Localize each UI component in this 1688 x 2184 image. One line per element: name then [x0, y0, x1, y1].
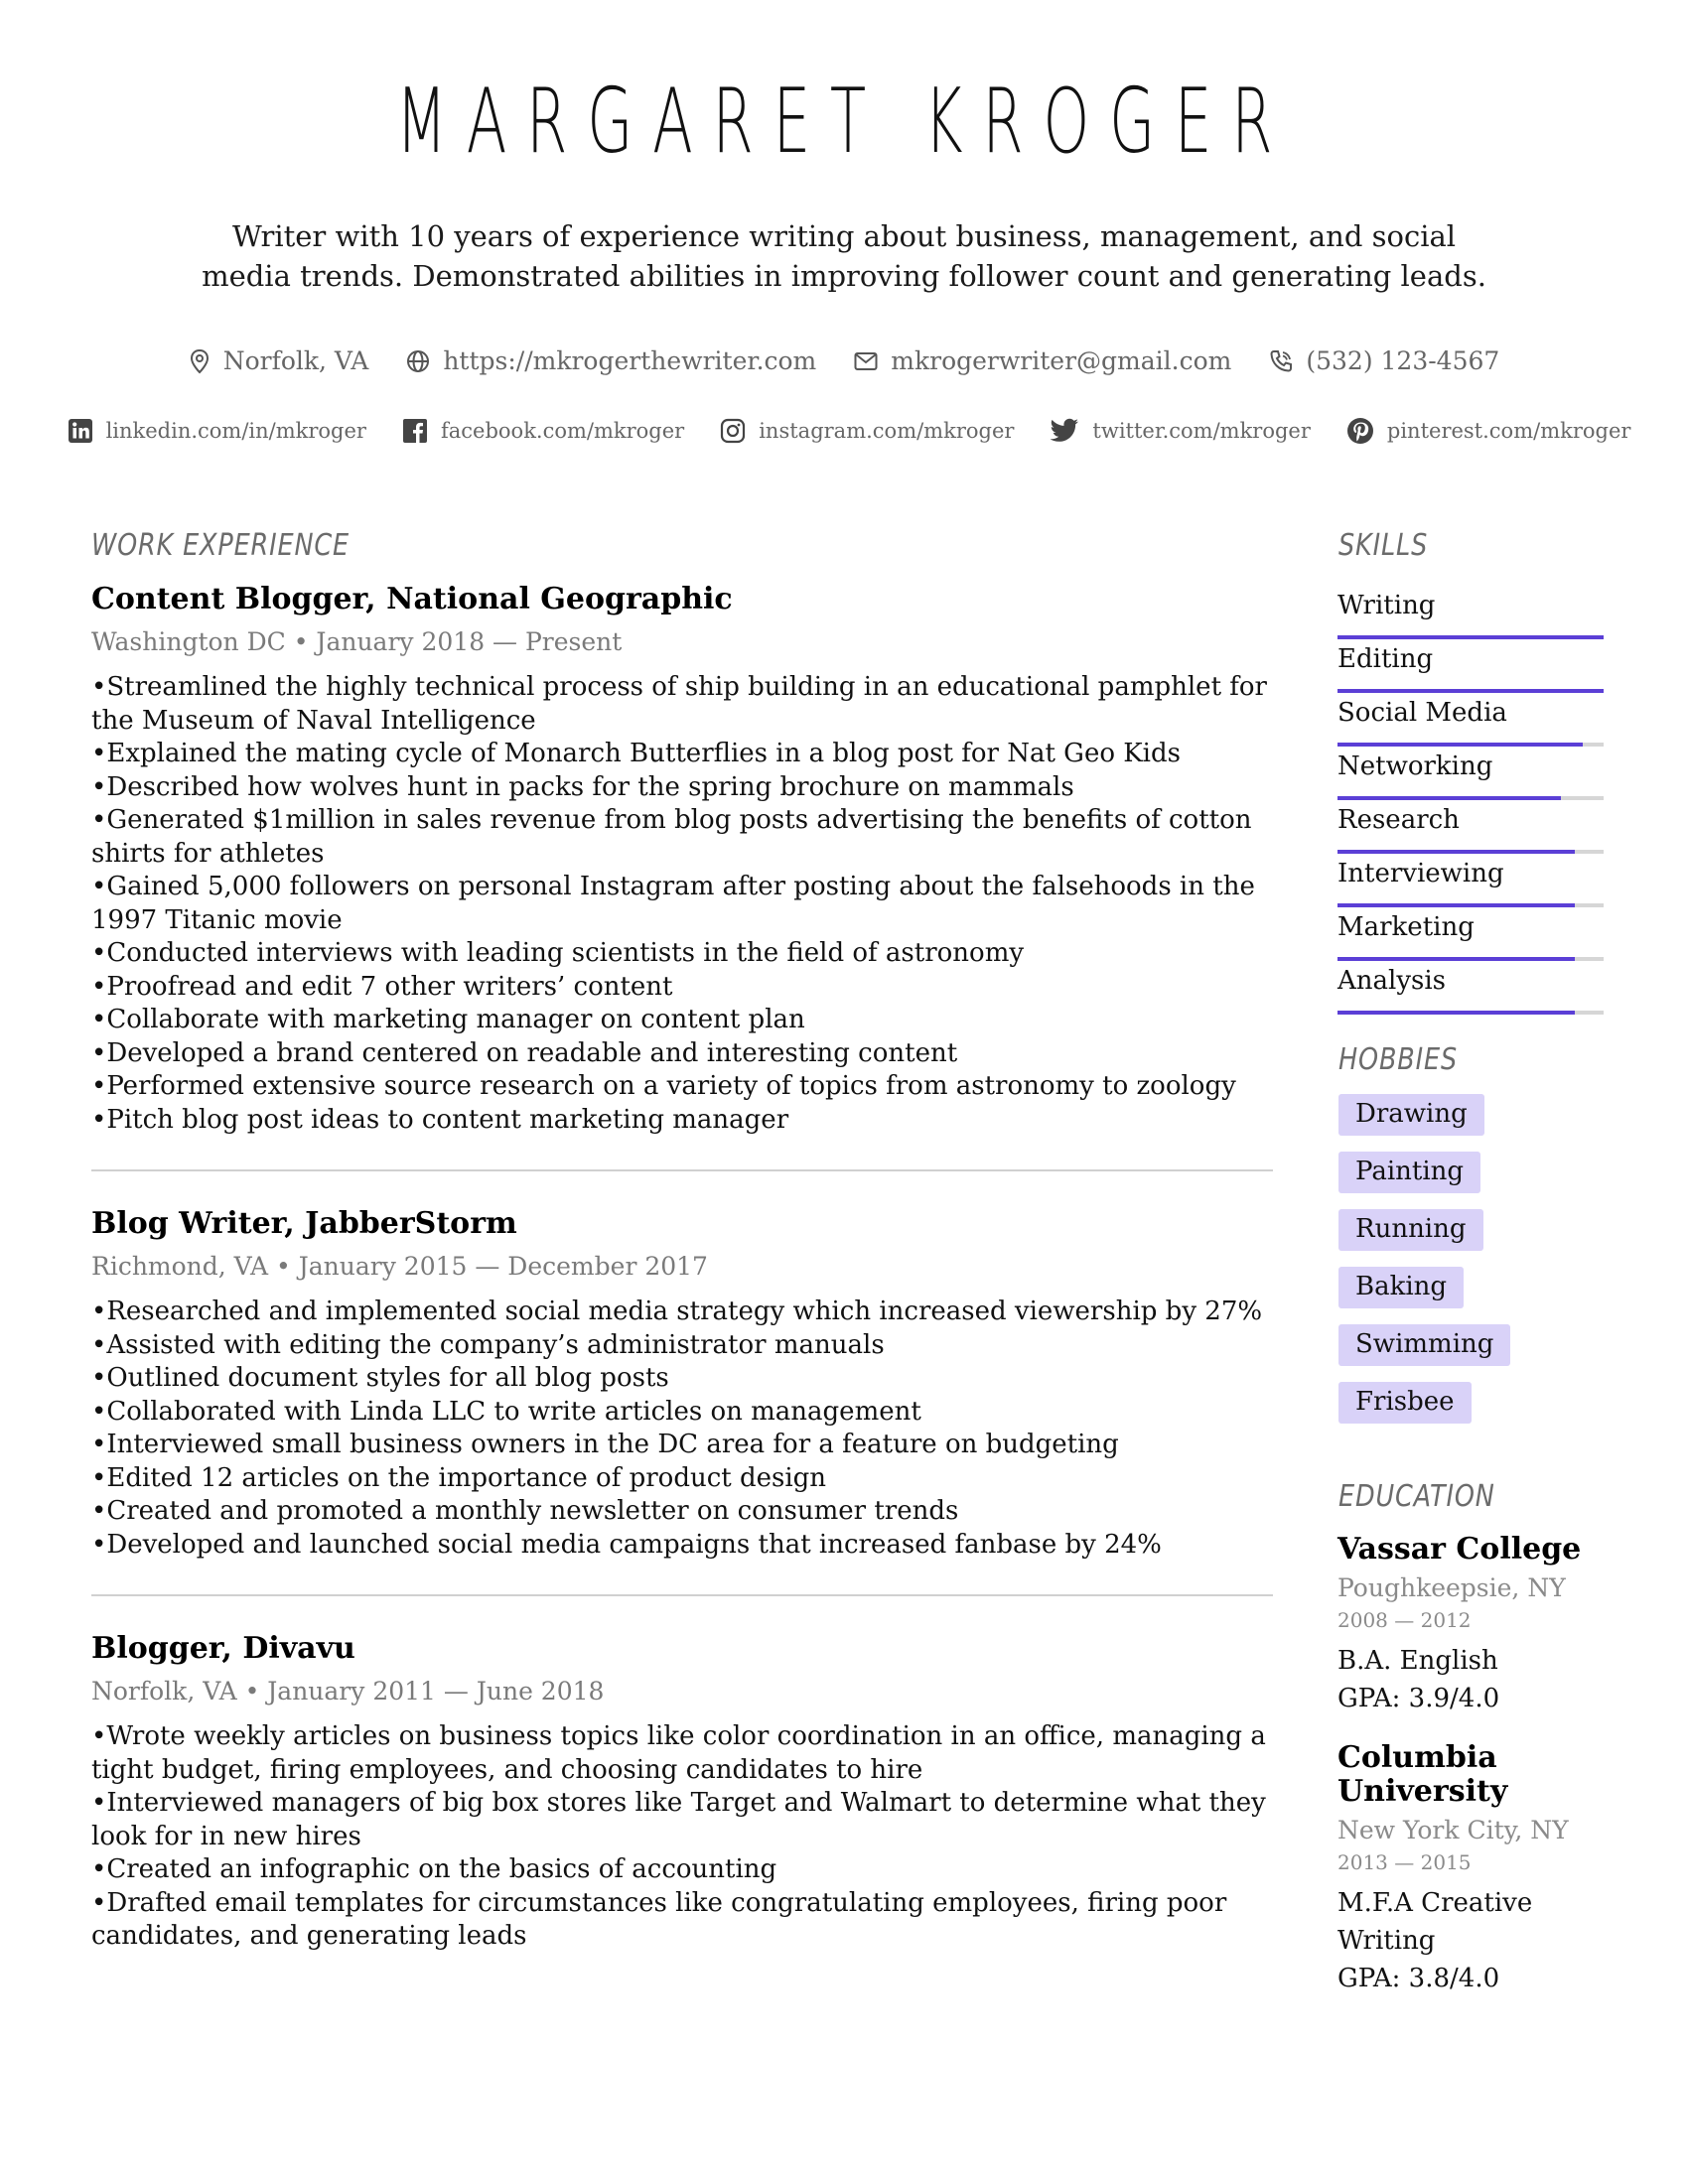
email-link[interactable]: mkrogerwriter@gmail.com [891, 346, 1232, 375]
envelope-icon [854, 351, 878, 371]
job-bullet: • Interviewed managers of big box stores like Target and Walmart to determine what they look for in new hires [91, 1787, 1273, 1853]
hobbies-heading: HOBBIES [1338, 1042, 1459, 1077]
job-bullet: • Performed extensive source research on a variety of topics from astronomy to zoology [91, 1070, 1273, 1104]
job-bullet: • Interviewed small business owners in the DC area for a feature on budgeting [91, 1429, 1273, 1462]
facebook-link[interactable]: facebook.com/mkroger [440, 419, 685, 443]
summary: Writer with 10 years of experience writing about business, management, and social media trends. Demonstrated abilities in improving follower count and generating leads. [202, 219, 1486, 293]
job-bullet: • Developed and launched social media campaigns that increased fanbase by 24% [91, 1529, 1273, 1563]
pinterest-icon [1346, 417, 1374, 445]
school-name: Columbia University [1337, 1740, 1508, 1809]
job-bullet: • Generated $1million in sales revenue from blog posts advertising the benefits of cotton shirts for athletes [91, 804, 1273, 871]
skill-item [1337, 911, 1606, 965]
job-title: Blog Writer, JabberStorm [91, 1206, 517, 1241]
pinterest-link[interactable]: pinterest.com/mkroger [1386, 419, 1631, 443]
skill-bar [1337, 689, 1604, 693]
job-bullets [91, 1296, 1273, 1562]
job-entry [91, 581, 1273, 1137]
job-bullet: • Assisted with editing the company’s administrator manuals [91, 1329, 1273, 1363]
job-bullet: • Created and promoted a monthly newsletter on consumer trends [91, 1495, 1273, 1529]
skill-bar [1337, 957, 1604, 961]
job-bullet: • Drafted email templates for circumstances like congratulating employees, firing poor candidates, and generating leads [91, 1887, 1273, 1954]
skill-label: Writing [1337, 591, 1436, 620]
school-dates: 2008 — 2012 [1337, 1608, 1472, 1632]
skill-bar-fill [1337, 850, 1575, 854]
social-twitter[interactable] [1050, 418, 1310, 444]
job-bullet: • Wrote weekly articles on business topics like color coordination in an office, managing a tight budget, firing employees, and choosing candidates to hire [91, 1720, 1273, 1787]
job-bullet: • Collaborated with Linda LLC to write articles on management [91, 1396, 1273, 1430]
skill-bar-fill [1337, 689, 1604, 693]
job-bullets [91, 1720, 1273, 1954]
school-name: Vassar College [1337, 1532, 1582, 1567]
instagram-link[interactable]: instagram.com/mkroger [759, 419, 1015, 443]
skill-bar-fill [1337, 1011, 1575, 1015]
skill-label: Editing [1337, 644, 1434, 674]
job-meta: Richmond, VA • January 2015 — December 2017 [91, 1252, 708, 1281]
skill-bar [1337, 796, 1604, 800]
job-bullet: • Gained 5,000 followers on personal Instagram after posting about the falsehoods in the 1997 Titanic movie [91, 871, 1273, 937]
degree: B.A. English [1337, 1646, 1498, 1676]
skill-label: Marketing [1337, 912, 1475, 942]
skill-label: Analysis [1337, 966, 1447, 996]
work-experience-heading: WORK EXPERIENCE [91, 528, 350, 563]
skill-item [1337, 965, 1606, 1019]
social-row [5, 417, 1688, 445]
skill-bar-fill [1337, 635, 1604, 639]
hobbies-section [1331, 1094, 1618, 1439]
contact-row [0, 346, 1688, 375]
job-bullet: • Researched and implemented social media strategy which increased viewership by 27% [91, 1296, 1273, 1329]
skill-bar [1337, 903, 1604, 907]
skill-item [1337, 804, 1606, 858]
location-pin-icon [189, 348, 211, 374]
contact-website[interactable] [406, 346, 816, 375]
education-heading: EDUCATION [1338, 1479, 1495, 1514]
hobby-tag: Frisbee [1338, 1382, 1472, 1424]
job-entry [91, 1205, 1273, 1562]
job-meta: Norfolk, VA • January 2011 — June 2018 [91, 1677, 605, 1706]
job-bullet: • Outlined document styles for all blog posts [91, 1362, 1273, 1396]
skills-heading: SKILLS [1338, 528, 1429, 563]
skill-label: Interviewing [1337, 859, 1504, 888]
divider [91, 1594, 1273, 1596]
skill-label: Research [1337, 805, 1460, 835]
skill-item [1337, 643, 1606, 697]
skill-item [1337, 697, 1606, 751]
contact-location [189, 346, 369, 375]
phone-text[interactable]: (532) 123-4567 [1306, 346, 1500, 375]
skill-item [1337, 858, 1606, 911]
job-bullet: • Developed a brand centered on readable and interesting content [91, 1037, 1273, 1071]
skill-item [1337, 751, 1606, 804]
instagram-icon [720, 418, 746, 444]
school-location: Poughkeepsie, NY [1337, 1573, 1566, 1602]
social-linkedin[interactable] [68, 418, 366, 444]
skill-label: Networking [1337, 751, 1493, 781]
job-bullet: • Proofread and edit 7 other writers’ content [91, 971, 1273, 1005]
divider [91, 1169, 1273, 1171]
facebook-icon [402, 418, 428, 444]
gpa: GPA: 3.8/4.0 [1337, 1964, 1500, 1993]
contact-phone[interactable] [1269, 346, 1499, 375]
skill-bar-fill [1337, 957, 1575, 961]
gpa: GPA: 3.9/4.0 [1337, 1684, 1500, 1713]
job-title: Blogger, Divavu [91, 1631, 355, 1666]
twitter-icon [1050, 418, 1079, 444]
job-bullet: • Collaborate with marketing manager on content plan [91, 1004, 1273, 1037]
education-entry [1337, 1533, 1625, 1717]
skill-bar [1337, 635, 1604, 639]
phone-icon [1269, 349, 1293, 373]
globe-icon [406, 349, 430, 373]
job-bullet: • Described how wolves hunt in packs for the spring brochure on mammals [91, 771, 1273, 805]
linkedin-link[interactable]: linkedin.com/in/mkroger [105, 419, 366, 443]
school-dates: 2013 — 2015 [1337, 1850, 1472, 1874]
job-bullet: • Streamlined the highly technical process of ship building in an educational pamphlet for the Museum of Naval Intelligence [91, 671, 1273, 738]
school-location: New York City, NY [1337, 1816, 1569, 1844]
job-title: Content Blogger, National Geographic [91, 582, 733, 616]
social-pinterest[interactable] [1346, 417, 1631, 445]
skill-bar-fill [1337, 903, 1575, 907]
job-bullet: • Edited 12 articles on the importance of product design [91, 1462, 1273, 1496]
skill-bar-fill [1337, 743, 1583, 747]
education-section [1337, 1533, 1625, 1997]
website-link[interactable]: https://mkrogerthewriter.com [443, 346, 817, 375]
job-meta: Washington DC • January 2018 — Present [91, 627, 623, 656]
job-bullets [91, 671, 1273, 1137]
hobby-tag: Running [1338, 1209, 1483, 1251]
hobby-tag: Drawing [1338, 1094, 1484, 1136]
skill-bar [1337, 1011, 1604, 1015]
location-text: Norfolk, VA [222, 346, 369, 375]
education-entry [1337, 1741, 1625, 1997]
hobby-tag: Swimming [1338, 1324, 1510, 1366]
contact-email[interactable] [854, 346, 1231, 375]
social-facebook[interactable] [402, 418, 684, 444]
job-bullet: • Explained the mating cycle of Monarch Butterflies in a blog post for Nat Geo Kids [91, 738, 1273, 771]
job-entry [91, 1630, 1273, 1954]
candidate-name: MARGARET KROGER [395, 69, 1293, 174]
hobby-tag: Baking [1338, 1267, 1464, 1308]
skills-section [1337, 590, 1606, 1019]
skill-label: Social Media [1337, 698, 1507, 728]
job-bullet: • Conducted interviews with leading scientists in the field of astronomy [91, 937, 1273, 971]
linkedin-icon [68, 418, 93, 444]
social-instagram[interactable] [720, 418, 1014, 444]
skill-bar [1337, 850, 1604, 854]
work-experience-section [91, 581, 1273, 1954]
skill-item [1337, 590, 1606, 643]
job-bullet: • Created an infographic on the basics of accounting [91, 1853, 1273, 1887]
twitter-link[interactable]: twitter.com/mkroger [1092, 419, 1311, 443]
skill-bar [1337, 743, 1604, 747]
job-bullet: • Pitch blog post ideas to content marketing manager [91, 1104, 1273, 1138]
skill-bar-fill [1337, 796, 1561, 800]
degree: M.F.A Creative Writing [1337, 1888, 1533, 1956]
hobby-tag: Painting [1338, 1152, 1480, 1193]
